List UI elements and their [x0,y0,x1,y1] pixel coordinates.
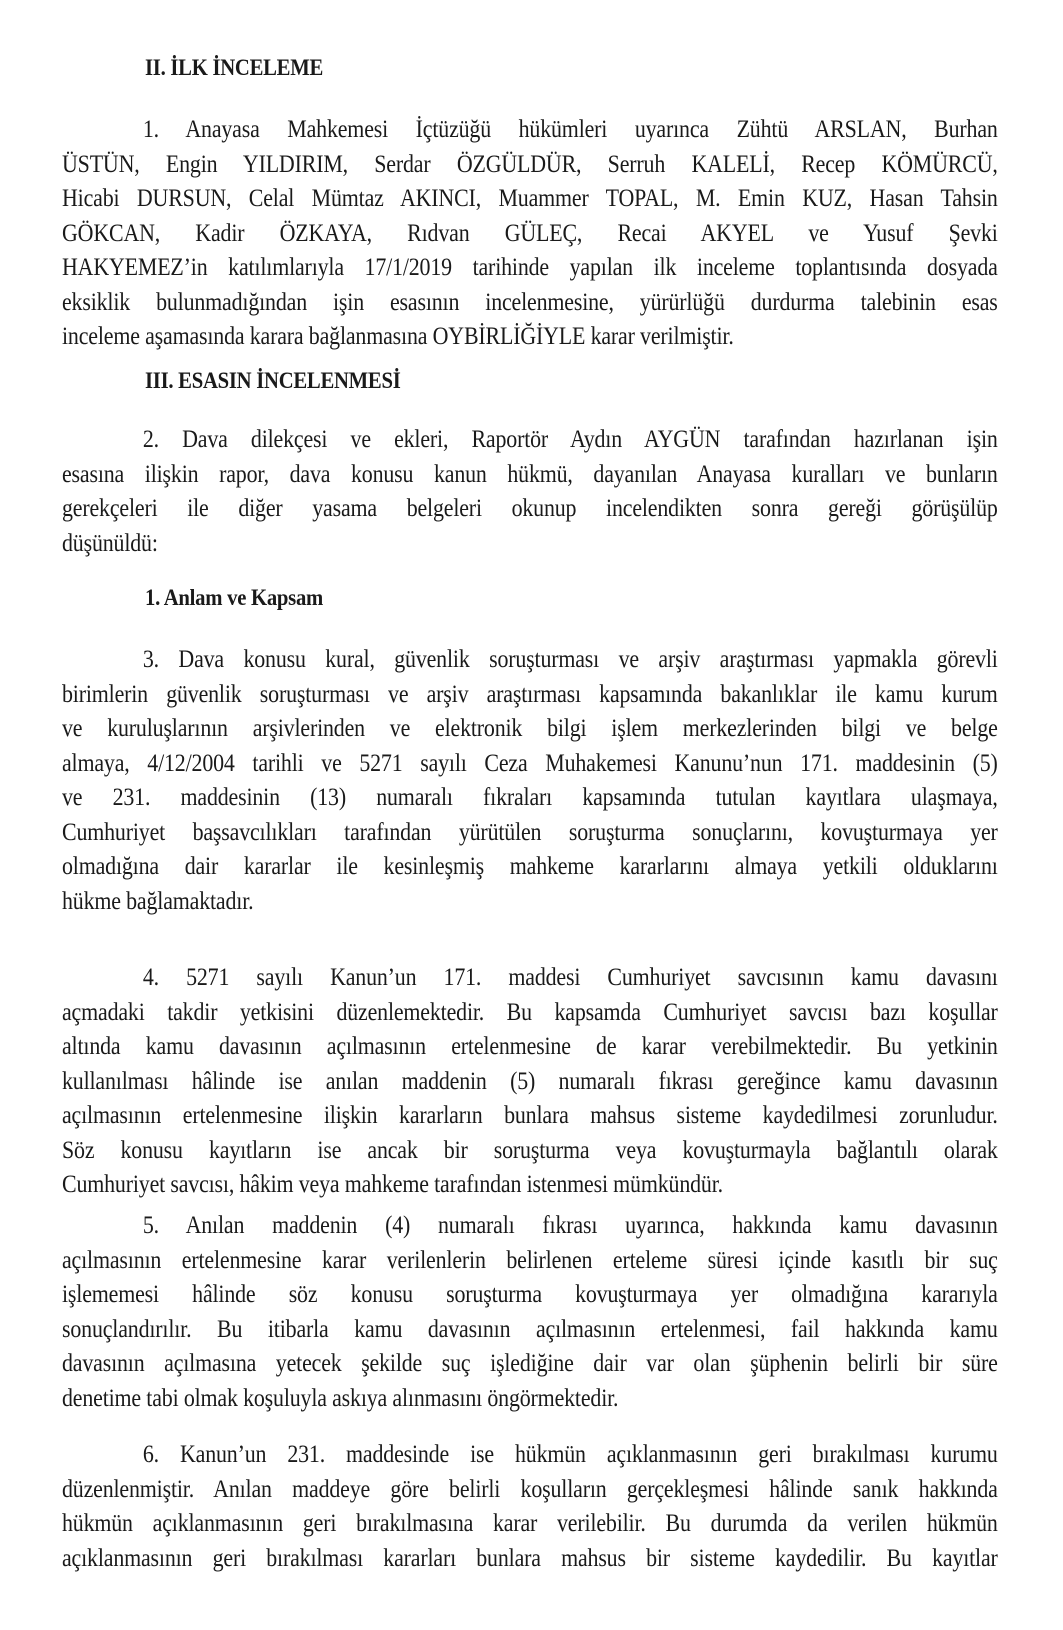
paragraph-1 [62,112,998,354]
paragraph-line: 5. Anılan maddenin (4) numaralı fıkrası uyarınca, hakkında kamu davasının [142,1210,998,1239]
paragraph-line: hükmün açıklanmasının geri bırakılmasına karar verilebilir. Bu durumda da verilen hükmün [62,1508,998,1537]
paragraph-line: hükme bağlamaktadır. [62,885,254,915]
subsection-heading-anlam-ve-kapsam: 1. Anlam ve Kapsam [145,585,324,610]
paragraph-line: Cumhuriyet başsavcılıkları tarafından yürütülen soruşturma sonuçlarını, kovuşturmaya yer [62,816,998,846]
paragraph-line: açmadaki takdir yetkisini düzenlemektedir. Bu kapsamda Cumhuriyet savcısı bazı koşullar [62,996,998,1026]
paragraph-line: gerekçeleri ile diğer yasama belgeleri okunup incelendikten sonra gereği görüşülüp [62,493,998,522]
paragraph-line: açılmasının ertelenmesine karar verilenlerin belirlenen erteleme süresi içinde kasıtlı bir suç [62,1244,998,1274]
paragraph-line: davasının açılmasına yetecek şekilde suç işlediğine dair var olan şüphenin belirli bir süre [62,1348,998,1377]
paragraph-line: Hicabi DURSUN, Celal Mümtaz AKINCI, Muammer TOPAL, M. Emin KUZ, Hasan Tahsin [62,183,998,212]
paragraph-3 [62,642,998,918]
paragraph-6 [62,1437,998,1575]
paragraph-line: düzenlenmiştir. Anılan maddeye göre belirli koşulların gerçekleşmesi hâlinde sanık hakkında [62,1473,998,1503]
paragraph-line: altında kamu davasının açılmasının ertelenmesine de karar verebilmektedir. Bu yetkinin [62,1031,998,1060]
paragraph-line: ve 231. maddesinin (13) numaralı fıkraları kapsamında tutulan kayıtlara ulaşmaya, [62,782,998,811]
section-heading-esasin-incelenmesi: III. ESASIN İNCELENMESİ [145,368,401,393]
paragraph-line: açıklanmasının geri bırakılması kararları bunlara mahsus bir sisteme kaydedilir. Bu kayıtlar [62,1542,998,1572]
paragraph-5 [62,1208,998,1415]
paragraph-line: Cumhuriyet savcısı, hâkim veya mahkeme tarafından istenmesi mümkündür. [62,1169,723,1198]
paragraph-line: ÜSTÜN, Engin YILDIRIM, Serdar ÖZGÜLDÜR, Serruh KALELİ, Recep KÖMÜRCÜ, [62,148,998,178]
paragraph-line: 6. Kanun’un 231. maddesinde ise hükmün açıklanmasının geri bırakılması kurumu [142,1439,998,1468]
paragraph-line: Söz konusu kayıtların ise ancak bir soruşturma veya kovuşturmayla bağlantılı olarak [62,1134,998,1164]
paragraph-line: 1. Anayasa Mahkemesi İçtüzüğü hükümleri uyarınca Zühtü ARSLAN, Burhan [142,114,998,143]
paragraph-line: düşünüldü: [62,527,158,557]
paragraph-line: almaya, 4/12/2004 tarihli ve 5271 sayılı Ceza Muhakemesi Kanunu’nun 171. maddesinin (5) [62,747,998,777]
paragraph-line: esasına ilişkin rapor, dava konusu kanun hükmü, dayanılan Anayasa kuralları ve bunların [62,458,998,488]
paragraph-line: denetime tabi olmak koşuluyla askıya alınmasını öngörmektedir. [62,1382,619,1412]
paragraph-line: inceleme aşamasında karara bağlanmasına OYBİRLİĞİYLE karar verilmiştir. [62,321,734,350]
paragraph-line: 4. 5271 sayılı Kanun’un 171. maddesi Cumhuriyet savcısının kamu davasını [142,962,998,991]
paragraph-line: kullanılması hâlinde ise anılan maddenin (5) numaralı fıkrası gereğince kamu davasının [62,1065,998,1095]
paragraph-line: HAKYEMEZ’in katılımlarıyla 17/1/2019 tarihinde yapılan ilk inceleme toplantısında dosyada [62,252,998,281]
paragraph-line: 3. Dava konusu kural, güvenlik soruşturması ve arşiv araştırması yapmakla görevli [142,644,998,673]
paragraph-line: işlememesi hâlinde söz konusu soruşturma kovuşturmaya yer olmadığına kararıyla [62,1279,998,1308]
paragraph-line: olmadığına dair kararlar ile kesinleşmiş mahkeme kararlarını almaya yetkili olduklarını [62,851,998,880]
paragraph-line: açılmasının ertelenmesine ilişkin kararların bunlara mahsus sisteme kaydedilmesi zorunludur. [62,1100,998,1129]
paragraph-line: birimlerin güvenlik soruşturması ve arşiv araştırması kapsamında bakanlıklar ile kamu kurum [62,678,998,708]
section-heading-ilk-inceleme: II. İLK İNCELEME [145,55,324,80]
paragraph-line: 2. Dava dilekçesi ve ekleri, Raportör Aydın AYGÜN tarafından hazırlanan işin [142,424,998,453]
paragraph-4 [62,960,998,1202]
paragraph-line: GÖKCAN, Kadir ÖZKAYA, Rıdvan GÜLEÇ, Recai AKYEL ve Yusuf Şevki [62,217,998,247]
paragraph-line: ve kuruluşlarının arşivlerinden ve elektronik bilgi işlem merkezlerinden bilgi ve belge [62,713,998,742]
paragraph-line: eksiklik bulunmadığından işin esasının incelenmesine, yürürlüğü durdurma talebinin esas [62,286,998,316]
paragraph-2 [62,422,998,560]
paragraph-line: sonuçlandırılır. Bu itibarla kamu davasının açılmasının ertelenmesi, fail hakkında kamu [62,1313,998,1343]
